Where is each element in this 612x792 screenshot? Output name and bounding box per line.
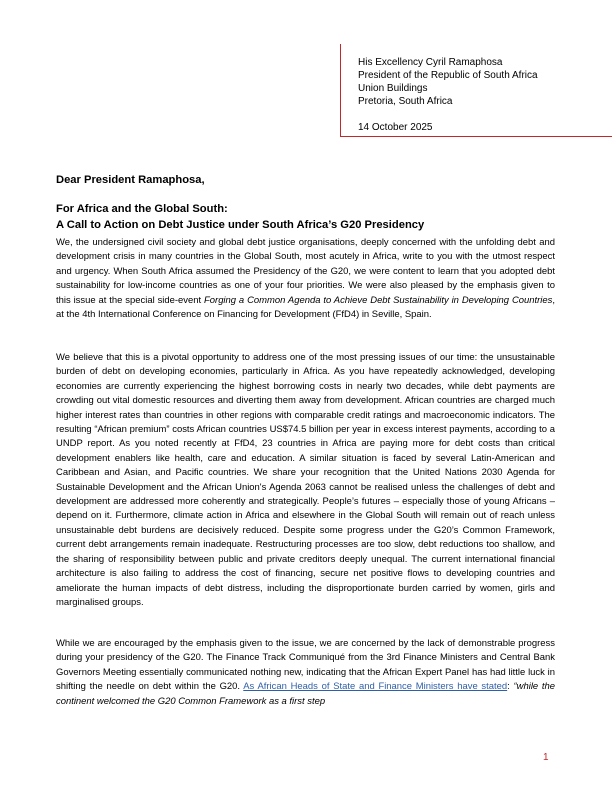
recipient-address — [358, 56, 538, 134]
paragraph-2: We believe that this is a pivotal opportunity to address one of the most pressing issues of our time: the unsustainable burden of debt on developing economies, particularly in Africa. As you have repeatedly acknowledged, developing economies are currently experiencing the highest borrowing costs in nearly two decades, while debt payments are crowding out vital domestic resources and diverting them away from development. African countries are charged much higher interest rates than countries in other regions with comparable credit ratings and macroeconomic indicators. The resulting “African premium” costs African countries US$74.5 billion per year in excess interest payments, according to a UNDP report. As you noted recently at FfD4, 23 countries in Africa are paying more for debt costs than critical development enablers like health, care and education. A similar situation is faced by several Latin-American and Caribbean and Asian, and Pacific countries. We share your recognition that the United Nations 2030 Agenda for Sustainable Development and the African Union's Agenda 2063 cannot be realised unless the challenges of debt and development are addressed more coherently and strategically. People’s futures – especially those of young Africans – depend on it. Furthermore, climate action in Africa and elsewhere in the Global South will remain out of reach unless unsustainable debt burdens are decisively reduced. Despite some progress under the G20’s Common Framework, current debt arrangements remain inadequate. Restructuring processes are too slow, debt reductions too shallow, and the sharing of responsibility between public and private creditors deeply unequal. The current international financial architecture is also failing to address the cost of financing, secure net positive flows to developing countries and ameliorate the human impacts of debt distress, including the disproportionate burden carried by women, girls and marginalised groups. — [56, 352, 555, 608]
address-line: President of the Republic of South Africa — [358, 70, 538, 81]
letter-heading — [56, 201, 424, 233]
address-line: His Excellency Cyril Ramaphosa — [358, 57, 503, 68]
paragraph-3 — [56, 637, 555, 709]
paragraph-text: , at the 4th International Conference on Financing for Development (FfD4) in Seville, Spain. — [56, 294, 555, 321]
paragraph-text: We, the undersigned civil society and global debt justice organisations, deeply concerned with the unfolding debt and development crisis in many countries in the Global South, most acutely in Africa, write to you with the utmost respect and urgency. When South Africa assumed the Presidency of the G20, we were content to learn that you adopted debt sustainability for low-income countries as one of your four priorities. We were also pleased by the emphasis given to this issue at the special side-event — [56, 237, 555, 306]
paragraph-text: : — [507, 681, 514, 693]
address-line: Pretoria, South Africa — [358, 96, 453, 107]
heading-line-1: For Africa and the Global South: — [56, 203, 228, 215]
heads-of-state-link[interactable]: As African Heads of State and Finance Ministers have stated — [243, 681, 508, 693]
event-title: Forging a Common Agenda to Achieve Debt Sustainability in Developing Countries — [204, 294, 553, 306]
paragraph-text: While we are encouraged by the emphasis given to the issue, we are concerned by the lack of demonstrable progress during your presidency of the G20. The Finance Track Communiqué from the 3rd Finance Ministers and Central Bank Governors Meeting essentially communicated nothing new, indicating that the African Expert Panel has had little luck in shifting the needle on debt within the G20. — [56, 638, 555, 693]
page-number: 1 — [543, 752, 549, 763]
paragraph-1 — [56, 236, 555, 322]
heading-line-2: A Call to Action on Debt Justice under South Africa’s G20 Presidency — [56, 219, 425, 231]
letter-date: 14 October 2025 — [358, 122, 433, 133]
address-line: Union Buildings — [358, 83, 428, 94]
salutation: Dear President Ramaphosa, — [56, 174, 205, 186]
quote-text: “while the continent welcomed the G20 Common Framework as a first step — [56, 681, 556, 707]
